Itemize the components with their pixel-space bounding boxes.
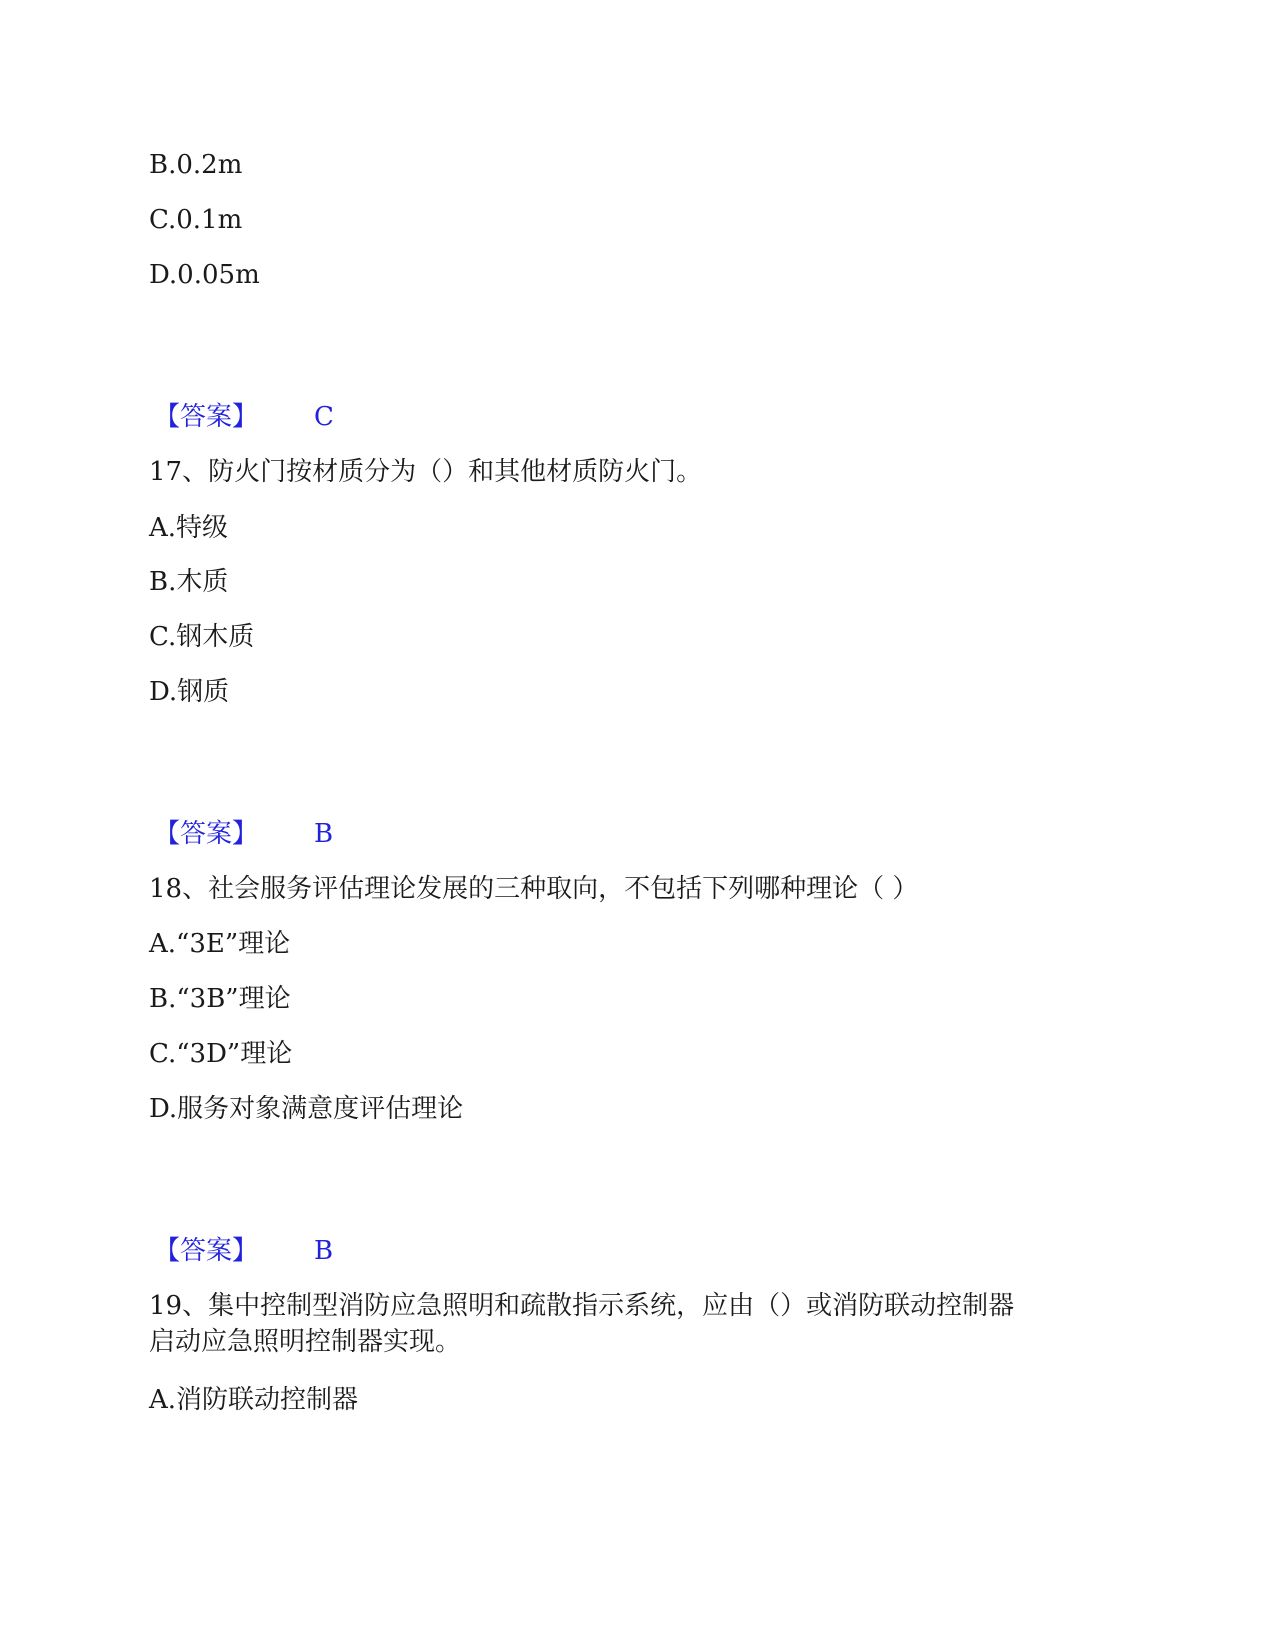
q18-option-b: B.“3B”理论 (149, 984, 291, 1014)
q19-option-a: A.消防联动控制器 (149, 1385, 359, 1415)
q17-option-a: A.特级 (149, 513, 229, 543)
q19-question-line1: 19、集中控制型消防应急照明和疏散指示系统，应由（）或消防联动控制器 (149, 1291, 1015, 1321)
q17-question: 17、防火门按材质分为（）和其他材质防火门。 (149, 457, 703, 487)
q19-question-line2: 启动应急照明控制器实现。 (149, 1327, 462, 1357)
q17-option-b: B.木质 (149, 567, 229, 597)
q18-answer (154, 1234, 333, 1268)
q18-option-c: C.“3D”理论 (149, 1039, 293, 1069)
q16-option-d: D.0.05m (149, 260, 260, 290)
q18-option-d: D.服务对象满意度评估理论 (149, 1094, 464, 1124)
q16-option-b: B.0.2m (149, 150, 243, 180)
q18-question: 18、社会服务评估理论发展的三种取向，不包括下列哪种理论（ ） (149, 874, 919, 904)
answer-value: C (314, 402, 334, 432)
answer-value: B (314, 819, 334, 849)
answer-label: 【答案】 (154, 1236, 259, 1266)
answer-label: 【答案】 (154, 819, 259, 849)
q18-option-a: A.“3E”理论 (149, 929, 291, 959)
q17-option-d: D.钢质 (149, 677, 230, 707)
q17-answer (154, 817, 333, 851)
q16-option-c: C.0.1m (149, 205, 243, 235)
answer-value: B (314, 1236, 334, 1266)
q16-answer (154, 400, 334, 434)
q17-option-c: C.钢木质 (149, 622, 255, 652)
answer-label: 【答案】 (154, 402, 259, 432)
